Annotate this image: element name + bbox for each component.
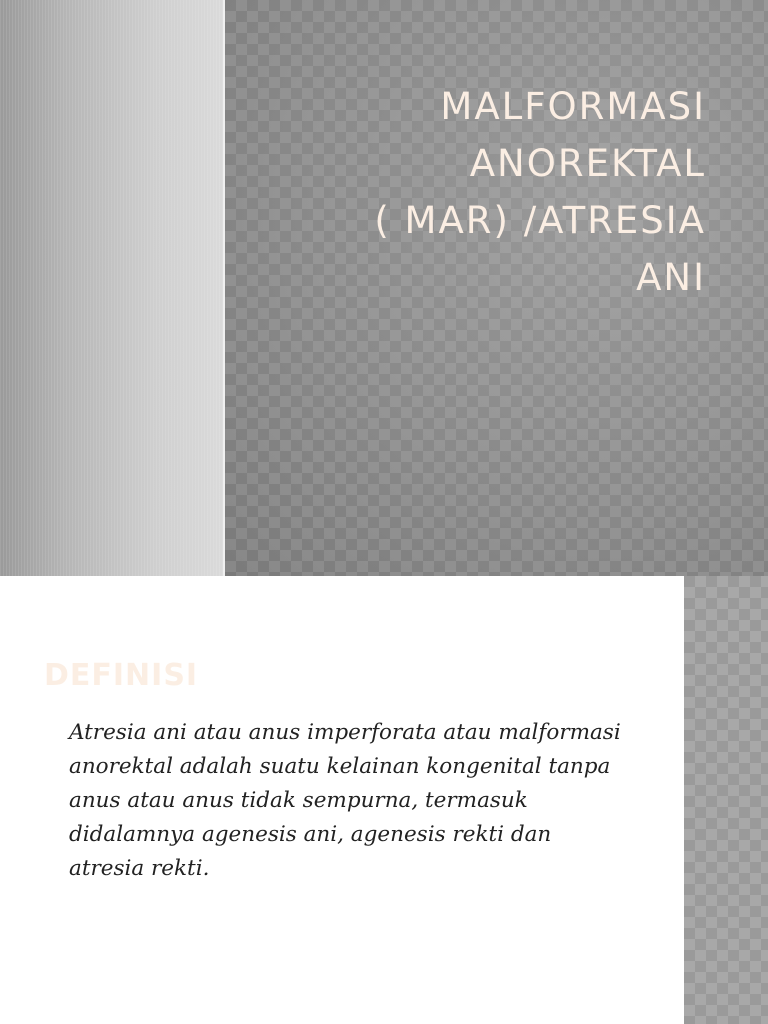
definition-slide xyxy=(0,576,768,1024)
definition-paragraph xyxy=(69,716,669,886)
title-line: MALFORMASI xyxy=(440,85,706,128)
slide-title xyxy=(326,78,706,306)
title-line: ANOREKTAL xyxy=(469,142,706,185)
title-line: ( MAR) /ATRESIA xyxy=(374,199,706,242)
paragraph-line: anus atau anus tidak sempurna, termasuk xyxy=(69,788,528,813)
paragraph-line: anorektal adalah suatu kelainan kongenital tanpa xyxy=(69,754,611,779)
section-heading: DEFINISI xyxy=(44,658,199,693)
left-gradient-panel xyxy=(0,0,223,576)
side-pattern-strip xyxy=(684,576,768,1024)
title-line: ANI xyxy=(636,256,706,299)
paragraph-line: atresia rekti. xyxy=(69,856,210,881)
paragraph-line: didalamnya agenesis ani, agenesis rekti dan xyxy=(69,822,552,847)
paragraph-line: Atresia ani atau anus imperforata atau malformasi xyxy=(69,720,621,745)
